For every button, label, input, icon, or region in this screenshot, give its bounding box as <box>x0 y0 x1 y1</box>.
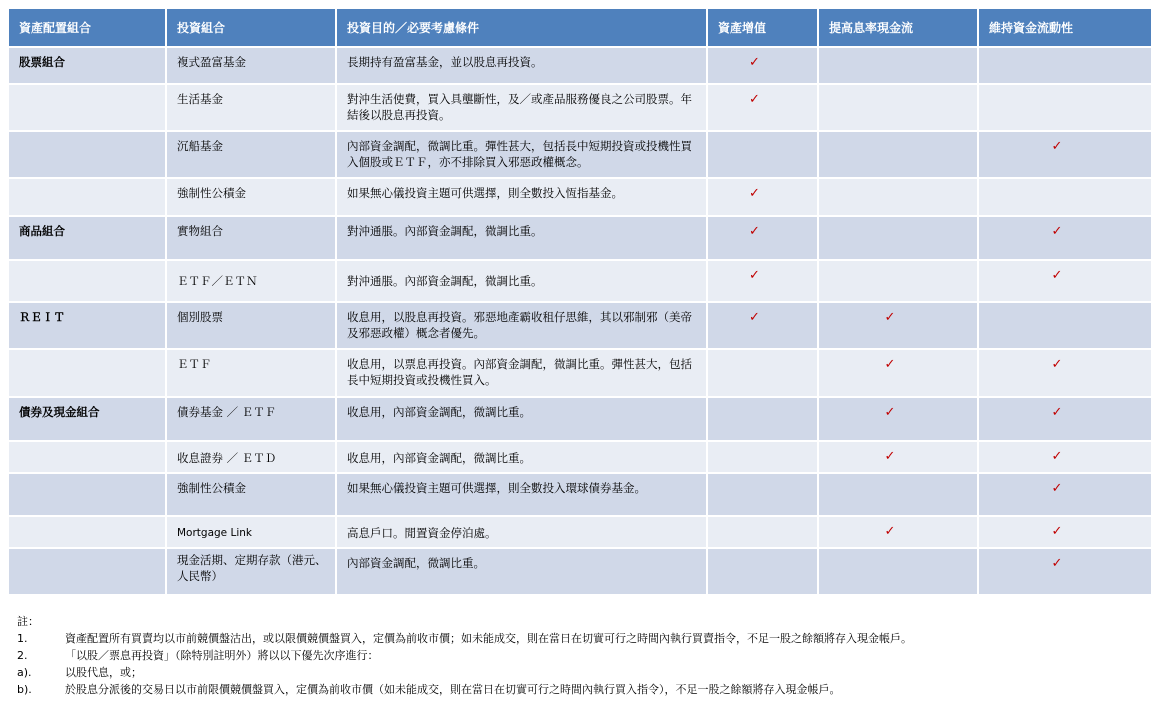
portfolio-cell: ＥＴＦ <box>167 350 337 398</box>
liquidity-check-cell <box>979 217 1151 261</box>
table-row <box>9 217 1151 261</box>
check-icon: ✓ <box>884 449 896 464</box>
income-check-cell <box>819 350 979 398</box>
portfolio-cell: 債券基金 ／ ＥＴＦ <box>167 398 337 442</box>
liquidity-check-cell <box>979 442 1151 474</box>
liquidity-check-cell <box>979 398 1151 442</box>
check-icon: ✓ <box>749 268 760 283</box>
footnote-key: a). <box>17 666 32 679</box>
income-check-cell <box>819 549 979 596</box>
check-icon: ✓ <box>749 310 760 325</box>
group-cell <box>9 350 167 398</box>
table-row <box>9 179 1151 217</box>
liquidity-check-cell <box>979 261 1151 303</box>
liquidity-check-cell <box>979 350 1151 398</box>
growth-check-cell <box>708 261 819 303</box>
check-icon: ✓ <box>749 224 760 239</box>
check-icon: ✓ <box>884 357 896 372</box>
group-cell: 股票組合 <box>9 48 167 85</box>
income-check-cell <box>819 398 979 442</box>
portfolio-cell: 收息證券 ／ ＥＴＤ <box>167 442 337 474</box>
table-row <box>9 442 1151 474</box>
table-row <box>9 132 1151 179</box>
group-cell <box>9 179 167 217</box>
income-check-cell <box>819 442 979 474</box>
liquidity-check-cell <box>979 303 1151 350</box>
purpose-cell: 收息用，內部資金調配，微調比重。 <box>337 442 708 474</box>
check-icon: ✓ <box>1051 268 1063 283</box>
group-cell: 債券及現金組合 <box>9 398 167 442</box>
footnote-key: 1. <box>17 632 28 645</box>
table-row <box>9 350 1151 398</box>
group-cell <box>9 132 167 179</box>
liquidity-check-cell <box>979 85 1151 132</box>
income-check-cell <box>819 474 979 517</box>
asset-allocation-table <box>9 9 1151 596</box>
growth-check-cell <box>708 517 819 549</box>
allocation-table-wrapper <box>9 9 1151 596</box>
check-icon: ✓ <box>1051 524 1063 539</box>
table-row <box>9 517 1151 549</box>
income-check-cell <box>819 48 979 85</box>
purpose-cell: 收息用，內部資金調配，微調比重。 <box>337 398 708 442</box>
group-cell: ＲＥＩＴ <box>9 303 167 350</box>
check-icon: ✓ <box>884 524 896 539</box>
purpose-cell: 收息用，以票息再投資。內部資金調配，微調比重。彈性甚大，包括長中短期投資或投機性買入。 <box>337 350 708 398</box>
portfolio-cell: Mortgage Link <box>167 517 337 549</box>
purpose-cell: 內部資金調配，微調比重。 <box>337 549 708 596</box>
table-row <box>9 398 1151 442</box>
growth-check-cell <box>708 549 819 596</box>
growth-check-cell <box>708 217 819 261</box>
footnote-text: 以股代息，或； <box>65 666 142 679</box>
check-icon: ✓ <box>1051 357 1063 372</box>
income-check-cell <box>819 179 979 217</box>
portfolio-cell: 現金活期、定期存款（港元、人民幣） <box>167 549 337 596</box>
footnote-text: 「以股／票息再投資」（除特別註明外）將以以下優先次序進行： <box>65 649 379 662</box>
check-icon: ✓ <box>749 55 760 70</box>
portfolio-cell: 強制性公積金 <box>167 179 337 217</box>
group-cell <box>9 85 167 132</box>
income-check-cell <box>819 303 979 350</box>
table-row <box>9 85 1151 132</box>
liquidity-check-cell <box>979 48 1151 85</box>
purpose-cell: 如果無心儀投資主題可供選擇，則全數投入環球債券基金。 <box>337 474 708 517</box>
growth-check-cell <box>708 303 819 350</box>
check-icon: ✓ <box>749 92 760 107</box>
liquidity-check-cell <box>979 517 1151 549</box>
header-portfolio: 投資組合 <box>167 9 337 48</box>
check-icon: ✓ <box>1051 449 1063 464</box>
footnotes-title: 註： <box>17 615 39 628</box>
growth-check-cell <box>708 48 819 85</box>
footnote-item <box>17 664 912 681</box>
portfolio-cell: 個別股票 <box>167 303 337 350</box>
footnote-text: 於股息分派後的交易日以市前限價競價盤買入，定價為前收市價（如未能成交，則在當日在切實可行之時間內執行買入指令），不足一股之餘額將存入現金帳戶。 <box>65 683 841 696</box>
table-row <box>9 549 1151 596</box>
group-cell: 商品組合 <box>9 217 167 261</box>
income-check-cell <box>819 132 979 179</box>
growth-check-cell <box>708 398 819 442</box>
purpose-cell: 如果無心儀投資主題可供選擇，則全數投入恆指基金。 <box>337 179 708 217</box>
check-icon: ✓ <box>1051 481 1063 496</box>
income-check-cell <box>819 517 979 549</box>
liquidity-check-cell <box>979 474 1151 517</box>
header-asset-allocation: 資產配置組合 <box>9 9 167 48</box>
liquidity-check-cell <box>979 179 1151 217</box>
footnotes <box>17 613 912 698</box>
purpose-cell: 對沖生活使費，買入具壟斷性，及／或產品服務優良之公司股票。年結後以股息再投資。 <box>337 85 708 132</box>
footnote-key: 2. <box>17 649 28 662</box>
footnote-item <box>17 647 912 664</box>
purpose-cell: 高息戶口。閒置資金停泊處。 <box>337 517 708 549</box>
footnote-key: b). <box>17 683 32 696</box>
group-cell <box>9 549 167 596</box>
check-icon: ✓ <box>884 405 896 420</box>
purpose-cell: 內部資金調配，微調比重。彈性甚大，包括長中短期投資或投機性買入個股或ＥＴＦ，亦不排除買入邪惡政權概念。 <box>337 132 708 179</box>
liquidity-check-cell <box>979 549 1151 596</box>
growth-check-cell <box>708 474 819 517</box>
table-row <box>9 303 1151 350</box>
liquidity-check-cell <box>979 132 1151 179</box>
portfolio-cell: ＥＴＦ／ＥＴＮ <box>167 261 337 303</box>
header-income: 提高息率現金流 <box>819 9 979 48</box>
check-icon: ✓ <box>1051 405 1063 420</box>
purpose-cell: 長期持有盈富基金，並以股息再投資。 <box>337 48 708 85</box>
purpose-cell: 對沖通脹。內部資金調配，微調比重。 <box>337 217 708 261</box>
group-cell <box>9 517 167 549</box>
header-growth: 資產增值 <box>708 9 819 48</box>
check-icon: ✓ <box>884 310 896 325</box>
portfolio-cell: 複式盈富基金 <box>167 48 337 85</box>
growth-check-cell <box>708 442 819 474</box>
table-row <box>9 474 1151 517</box>
footnote-item <box>17 681 912 698</box>
group-cell <box>9 261 167 303</box>
purpose-cell: 收息用，以股息再投資。邪惡地產霸收租仔思維，其以邪制邪（美帝及邪惡政權）概念者優先。 <box>337 303 708 350</box>
growth-check-cell <box>708 350 819 398</box>
check-icon: ✓ <box>1051 556 1063 571</box>
portfolio-cell: 沉船基金 <box>167 132 337 179</box>
check-icon: ✓ <box>1051 224 1063 239</box>
income-check-cell <box>819 261 979 303</box>
growth-check-cell <box>708 85 819 132</box>
group-cell <box>9 474 167 517</box>
header-purpose: 投資目的／必要考慮條件 <box>337 9 708 48</box>
portfolio-cell: 實物組合 <box>167 217 337 261</box>
group-cell <box>9 442 167 474</box>
purpose-cell: 對沖通脹。內部資金調配，微調比重。 <box>337 261 708 303</box>
table-header-row <box>9 9 1151 48</box>
check-icon: ✓ <box>1051 139 1063 154</box>
header-liquidity: 維持資金流動性 <box>979 9 1151 48</box>
income-check-cell <box>819 217 979 261</box>
growth-check-cell <box>708 179 819 217</box>
income-check-cell <box>819 85 979 132</box>
portfolio-cell: 強制性公積金 <box>167 474 337 517</box>
portfolio-cell: 生活基金 <box>167 85 337 132</box>
growth-check-cell <box>708 132 819 179</box>
table-row <box>9 261 1151 303</box>
footnote-text: 資產配置所有買賣均以市前競價盤沽出，或以限價競價盤買入，定價為前收市價；如未能成交，則在當日在切實可行之時間內執行買賣指令，不足一股之餘額將存入現金帳戶。 <box>65 632 912 645</box>
table-row <box>9 48 1151 85</box>
footnote-item <box>17 630 912 647</box>
check-icon: ✓ <box>749 186 760 201</box>
